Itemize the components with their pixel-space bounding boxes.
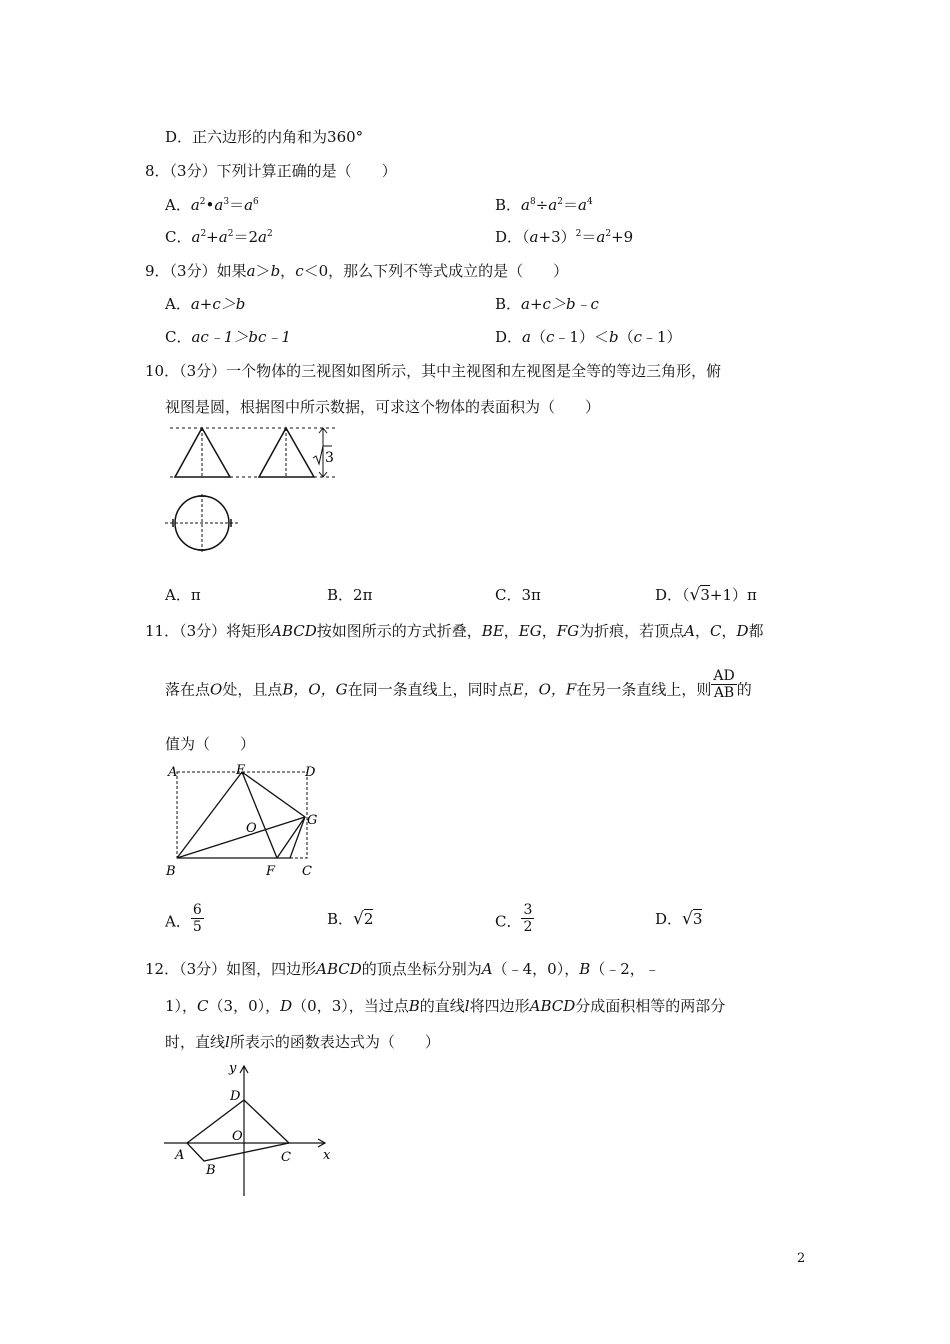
- q10-option-a: A．π: [165, 586, 201, 604]
- q8-option-b: B．$a^8\div a^2=a^4$: [495, 196, 593, 214]
- q11-stem-line1: 11．（3分）将矩形ABCD按如图所示的方式折叠，BE，EG，FG为折痕，若顶点A，C，D都: [145, 622, 764, 640]
- label-d: D: [230, 1089, 241, 1104]
- q8-option-d: D．$(a+3)^2=a^2+9$: [495, 228, 634, 246]
- q9-stem: 9．（3分）如果a＞b，c＜0，那么下列不等式成立的是（ ）: [145, 262, 569, 280]
- q8-option-a: A．$a^2•a^3=a^6$: [165, 196, 259, 214]
- q11-option-d: D．√3: [655, 909, 703, 929]
- q11-option-c: C． $\frac{3}{2}$: [495, 902, 533, 935]
- q8-stem: 8．（3分）下列计算正确的是（ ）: [145, 162, 397, 180]
- q8-option-c: C．$a^2+a^2=2a^2$: [165, 228, 273, 246]
- q10-option-b: B．2π: [327, 586, 373, 604]
- q9-option-c: C．ac﹣1＞bc﹣1: [165, 328, 291, 346]
- label-o: O: [246, 821, 257, 836]
- q10-option-d: D．（√3+1）π: [655, 585, 757, 605]
- q9-option-d: D．a（c﹣1）＜b（c﹣1）: [495, 328, 682, 346]
- label-a: A: [175, 1148, 185, 1163]
- label-b: B: [206, 1163, 216, 1178]
- q12-stem-line3: 时，直线l所表示的函数表达式为（ ）: [165, 1033, 440, 1051]
- page-number: 2: [797, 1251, 806, 1266]
- q11-stem-line3: 值为（ ）: [165, 735, 256, 753]
- label-b: B: [166, 864, 176, 879]
- q10-stem-line1: 10．（3分）一个物体的三视图如图所示，其中主视图和左视图是全等的等边三角形，俯: [145, 362, 722, 380]
- label-f: F: [266, 864, 276, 879]
- q10-option-c: C．3π: [495, 586, 541, 604]
- q12-coordinate-figure: [160, 1060, 340, 1200]
- label-y: y: [229, 1061, 237, 1076]
- q9-option-b: B．a+c＞b﹣c: [495, 295, 599, 313]
- label-a: A: [168, 765, 178, 780]
- label-e: E: [236, 763, 246, 778]
- label-c: C: [302, 864, 312, 879]
- height-label: 3: [325, 450, 334, 466]
- q11-stem-line2: 落在点O处，且点B，O，G在同一条直线上，同时点E，O，F在另一条直线上，则 $\frac{AD}{AB}$ 的: [165, 668, 752, 701]
- q12-stem-line2: 1），C（3，0），D（0，3），当过点B的直线l将四边形ABCD分成面积相等的两部分: [165, 997, 726, 1015]
- q9-option-a: A．a+c＞b: [165, 295, 246, 313]
- label-g: G: [307, 813, 318, 828]
- q10-three-views-figure: [160, 420, 340, 560]
- q10-stem-line2: 视图是圆，根据图中所示数据，可求这个物体的表面积为（ ）: [165, 398, 601, 416]
- q11-option-a: A． $\frac{6}{5}$: [165, 902, 202, 935]
- q11-option-b: B．√2: [327, 909, 374, 929]
- label-o: O: [232, 1129, 243, 1144]
- label-c: C: [281, 1150, 291, 1165]
- q7-option-d: D．正六边形的内角和为360°: [165, 128, 364, 146]
- label-d: D: [305, 765, 316, 780]
- q11-fold-figure: [160, 760, 330, 880]
- label-x: x: [323, 1148, 331, 1163]
- q12-stem-line1: 12．（3分）如图，四边形ABCD的顶点坐标分别为A（﹣4，0），B（﹣2，﹣: [145, 960, 660, 978]
